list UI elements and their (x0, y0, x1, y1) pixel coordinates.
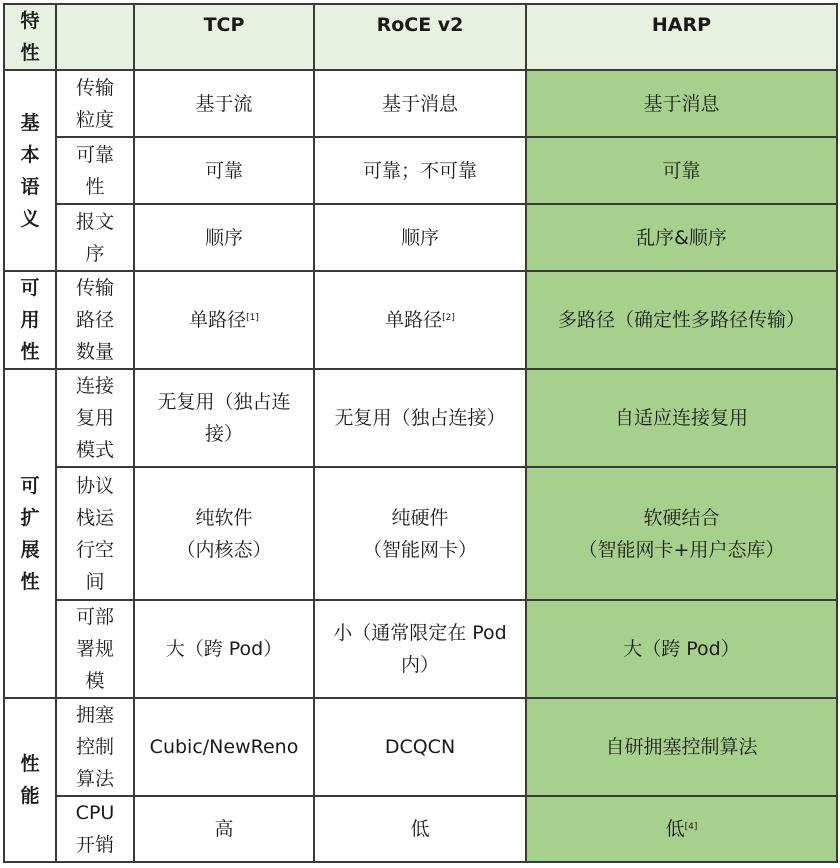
cell-roce (314, 271, 526, 369)
table-row (4, 137, 837, 204)
row-label: CPU 开销 (56, 796, 134, 862)
table-row (4, 369, 837, 467)
cell-tcp (134, 271, 314, 369)
cell-roce: 低 (314, 796, 526, 862)
row-label: 可靠 性 (56, 137, 134, 204)
cell-roce: DCQCN (314, 698, 526, 796)
cell-harp-line: （智能网卡+用户态库） (578, 538, 785, 561)
reference-1[interactable]: [1] (246, 313, 259, 323)
table-row (4, 600, 837, 698)
cell-harp (526, 796, 837, 862)
table-row (4, 204, 837, 271)
cell-harp: 自适应连接复用 (526, 369, 837, 467)
cell-tcp (134, 467, 314, 600)
row-label: 可部 署规 模 (56, 600, 134, 698)
cell-harp: 多路径（确定性多路径传输） (526, 271, 837, 369)
cell-roce-text: 单路径 (385, 309, 443, 331)
cell-harp: 自研拥塞控制算法 (526, 698, 837, 796)
cell-roce (314, 467, 526, 600)
table-row (4, 467, 837, 600)
cell-roce: 基于消息 (314, 70, 526, 137)
cell-roce-line: 小（通常限定在 Pod (333, 622, 507, 644)
header-row (4, 4, 837, 70)
header-subfeature (56, 4, 134, 70)
row-label: 传输 粒度 (56, 70, 134, 137)
cell-roce-line: （智能网卡） (362, 538, 477, 561)
reference-2[interactable]: [2] (442, 313, 455, 323)
comparison-table (3, 3, 838, 863)
cell-roce (314, 600, 526, 698)
cell-roce: 顺序 (314, 204, 526, 271)
cell-tcp: 可靠 (134, 137, 314, 204)
row-label: 报文 序 (56, 204, 134, 271)
reference-4[interactable]: [4] (684, 822, 698, 832)
cell-tcp (134, 369, 314, 467)
table-row (4, 271, 837, 369)
cell-harp: 乱序&顺序 (526, 204, 837, 271)
table-row (4, 70, 837, 137)
row-label: 连接 复用 模式 (56, 369, 134, 467)
cell-tcp-line: 纯软件 (195, 506, 253, 529)
cell-harp: 可靠 (526, 137, 837, 204)
cell-roce-line: 纯硬件 (391, 506, 449, 529)
group-basic-semantics: 基 本 语 义 (4, 70, 56, 271)
cell-tcp-text: 单路径 (189, 309, 247, 331)
cell-tcp: Cubic/NewReno (134, 698, 314, 796)
cell-tcp: 基于流 (134, 70, 314, 137)
cell-tcp: 顺序 (134, 204, 314, 271)
cell-roce: 可靠；不可靠 (314, 137, 526, 204)
cell-roce-line: 内） (400, 654, 439, 676)
cell-tcp-line: 无复用（独占连 (157, 391, 291, 413)
row-label: 拥塞 控制 算法 (56, 698, 134, 796)
row-label: 传输 路径 数量 (56, 271, 134, 369)
cell-harp: 大（跨 Pod） (526, 600, 837, 698)
header-feature: 特 性 (4, 4, 56, 70)
table-row (4, 698, 837, 796)
cell-tcp-line: 接） (204, 423, 243, 445)
cell-tcp-line: （内核态） (176, 538, 272, 561)
header-tcp: TCP (134, 4, 314, 70)
cell-roce: 无复用（独占连接） (314, 369, 526, 467)
table-row (4, 796, 837, 862)
cell-harp-text: 低 (665, 818, 685, 840)
cell-harp (526, 467, 837, 600)
group-availability: 可 用 性 (4, 271, 56, 369)
group-scalability: 可 扩 展 性 (4, 369, 56, 698)
header-roce: RoCE v2 (314, 4, 526, 70)
header-harp: HARP (526, 4, 837, 70)
row-label: 协议 栈运 行空 间 (56, 467, 134, 600)
cell-harp: 基于消息 (526, 70, 837, 137)
group-performance: 性 能 (4, 698, 56, 862)
cell-tcp: 高 (134, 796, 314, 862)
cell-harp-line: 软硬结合 (643, 506, 720, 529)
cell-tcp: 大（跨 Pod） (134, 600, 314, 698)
